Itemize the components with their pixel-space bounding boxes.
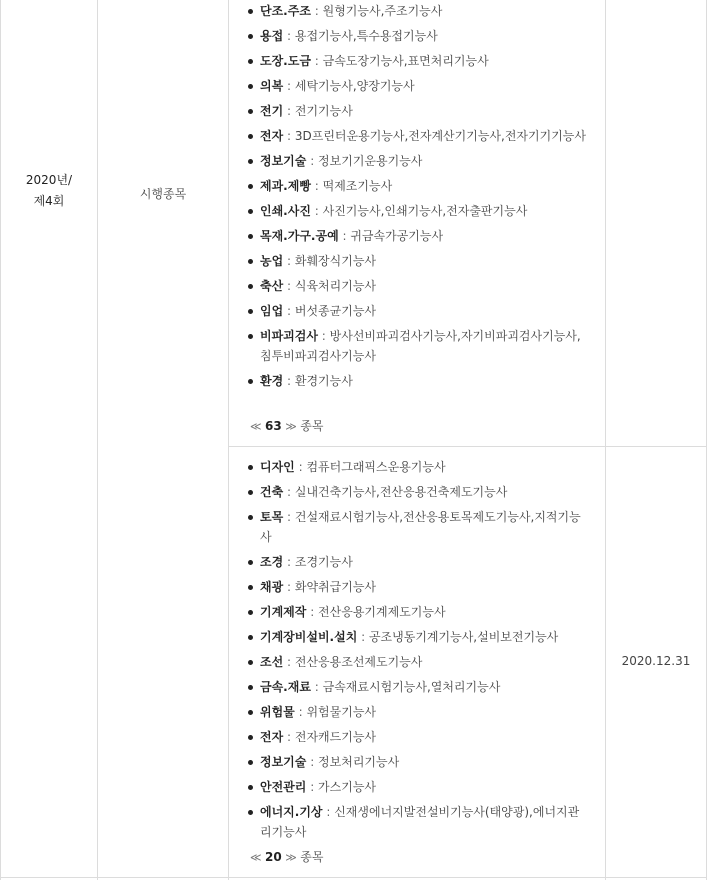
bullet-icon xyxy=(248,660,253,665)
certification-names: 조경기능사 xyxy=(294,555,353,569)
certification-names: 화약취급기능사 xyxy=(294,580,377,594)
field-category: 전자 xyxy=(260,129,284,143)
separator: : xyxy=(310,4,323,18)
exam-round-number: 제4회 xyxy=(33,194,65,208)
exam-item-list-2 xyxy=(240,457,590,847)
field-category: 디자인 xyxy=(260,460,295,474)
separator: : xyxy=(283,29,295,43)
certification-names: 3D프린터운용기능사,전자계산기기능사,전자기기기능사 xyxy=(294,129,586,143)
item-count-number: 63 xyxy=(265,419,282,433)
field-category: 채광 xyxy=(260,580,284,594)
bullet-icon xyxy=(248,159,253,164)
field-category: 비파괴검사 xyxy=(260,329,318,343)
bullet-icon xyxy=(248,785,253,790)
field-category: 안전관리 xyxy=(260,780,307,794)
field-category: 단조.주조 xyxy=(260,4,311,18)
separator: : xyxy=(283,279,295,293)
exam-round-cell xyxy=(1,170,97,212)
certification-names: 신재생에너지발전설비기능사(태양광),에너지관리기능사 xyxy=(260,805,580,839)
exam-list-item xyxy=(240,602,590,622)
separator: : xyxy=(306,154,319,168)
exam-list-item xyxy=(240,26,590,46)
separator: : xyxy=(306,605,319,619)
bullet-icon xyxy=(248,9,253,14)
bullet-icon xyxy=(248,635,253,640)
exam-list-item xyxy=(240,126,590,146)
exam-list-item xyxy=(240,276,590,296)
field-category: 위험물 xyxy=(260,705,295,719)
separator: : xyxy=(306,780,319,794)
exam-list-item xyxy=(240,151,590,171)
exam-date: 2020.12.31 xyxy=(621,654,691,668)
bullet-icon xyxy=(248,379,253,384)
column-divider xyxy=(97,0,98,880)
field-category: 임업 xyxy=(260,304,284,318)
separator: : xyxy=(322,805,335,819)
exam-list-item xyxy=(240,507,590,547)
separator: : xyxy=(310,680,323,694)
table-border-left xyxy=(0,0,1,880)
item-count-1: ≪ 63 ≫ 종목 xyxy=(250,419,324,433)
exam-list-item xyxy=(240,652,590,672)
field-category: 건축 xyxy=(260,485,284,499)
exam-list-item xyxy=(240,326,590,366)
certification-names: 금속재료시험기능사,열처리기능사 xyxy=(322,680,501,694)
certification-names: 컴퓨터그래픽스운용기능사 xyxy=(306,460,446,474)
field-category: 전기 xyxy=(260,104,284,118)
field-category: 조선 xyxy=(260,655,284,669)
certification-names: 사진기능사,인쇄기능사,전자출판기능사 xyxy=(322,204,528,218)
exam-list-item xyxy=(240,76,590,96)
bullet-icon xyxy=(248,184,253,189)
certification-names: 공조냉동기계기능사,설비보전기능사 xyxy=(368,630,559,644)
exam-list-item xyxy=(240,702,590,722)
section-label: 시행종목 xyxy=(139,187,187,201)
bullet-icon xyxy=(248,134,253,139)
bullet-icon xyxy=(248,109,253,114)
separator: : xyxy=(283,655,295,669)
field-category: 기계제작 xyxy=(260,605,307,619)
separator: : xyxy=(338,229,351,243)
field-category: 용접 xyxy=(260,29,284,43)
separator: : xyxy=(283,730,295,744)
field-category: 기계장비설비.설치 xyxy=(260,630,358,644)
certification-names: 가스기능사 xyxy=(318,780,377,794)
separator: : xyxy=(294,460,307,474)
separator: : xyxy=(283,129,295,143)
field-category: 환경 xyxy=(260,374,284,388)
certification-names: 전산응용기계제도기능사 xyxy=(318,605,446,619)
bullet-icon xyxy=(248,610,253,615)
separator: : xyxy=(310,54,323,68)
separator: : xyxy=(310,179,323,193)
certification-names: 정보처리기능사 xyxy=(318,755,400,769)
bullet-icon xyxy=(248,59,253,64)
field-category: 축산 xyxy=(260,279,284,293)
certification-names: 귀금속가공기능사 xyxy=(350,229,444,243)
exam-list-item xyxy=(240,301,590,321)
field-category: 인쇄.사진 xyxy=(260,204,311,218)
certification-names: 전산응용조선제도기능사 xyxy=(294,655,423,669)
exam-round-year: 2020년/ xyxy=(25,173,73,187)
field-category: 에너지.기상 xyxy=(260,805,323,819)
separator: : xyxy=(317,329,330,343)
field-category: 정보기술 xyxy=(260,154,307,168)
certification-names: 건설재료시험기능사,전산응용토목제도기능사,지적기능사 xyxy=(260,510,581,544)
certification-names: 방사선비파괴검사기능사,자기비파괴검사기능사,침투비파괴검사기능사 xyxy=(260,329,581,363)
row-divider xyxy=(228,446,606,447)
separator: : xyxy=(283,79,295,93)
bullet-icon xyxy=(248,760,253,765)
table-border-bottom xyxy=(0,877,707,878)
exam-list-item xyxy=(240,552,590,572)
certification-names: 세탁기능사,양장기능사 xyxy=(294,79,415,93)
separator: : xyxy=(283,510,295,524)
exam-list-item xyxy=(240,226,590,246)
row-divider xyxy=(605,446,707,447)
bullet-icon xyxy=(248,515,253,520)
bullet-icon xyxy=(248,209,253,214)
exam-list-item xyxy=(240,802,590,842)
exam-list-item xyxy=(240,371,590,391)
certification-names: 실내건축기능사,전산응용건축제도기능사 xyxy=(294,485,508,499)
exam-list-item xyxy=(240,482,590,502)
bullet-icon xyxy=(248,465,253,470)
certification-names: 위험물기능사 xyxy=(306,705,377,719)
certification-names: 식육처리기능사 xyxy=(294,279,377,293)
exam-list-item xyxy=(240,51,590,71)
bullet-icon xyxy=(248,334,253,339)
field-category: 전자 xyxy=(260,730,284,744)
bullet-icon xyxy=(248,560,253,565)
exam-list-item xyxy=(240,627,590,647)
column-divider xyxy=(605,0,606,880)
bullet-icon xyxy=(248,490,253,495)
exam-list-item xyxy=(240,1,590,21)
separator: : xyxy=(310,204,323,218)
bullet-icon xyxy=(248,585,253,590)
field-category: 제과.제빵 xyxy=(260,179,311,193)
exam-list-item xyxy=(240,457,590,477)
bullet-icon xyxy=(248,309,253,314)
certification-names: 금속도장기능사,표면처리기능사 xyxy=(322,54,489,68)
separator: : xyxy=(283,580,295,594)
certification-names: 떡제조기능사 xyxy=(322,179,393,193)
separator: : xyxy=(294,705,307,719)
bullet-icon xyxy=(248,710,253,715)
certification-names: 용접기능사,특수용접기능사 xyxy=(294,29,438,43)
exam-list-item xyxy=(240,677,590,697)
certification-names: 전자캐드기능사 xyxy=(294,730,377,744)
exam-list-item xyxy=(240,777,590,797)
field-category: 농업 xyxy=(260,254,284,268)
bullet-icon xyxy=(248,84,253,89)
bullet-icon xyxy=(248,685,253,690)
bullet-icon xyxy=(248,259,253,264)
field-category: 도장.도금 xyxy=(260,54,311,68)
item-count-number: 20 xyxy=(265,850,282,864)
exam-item-list-1 xyxy=(240,1,590,396)
field-category: 정보기술 xyxy=(260,755,307,769)
separator: : xyxy=(283,555,295,569)
exam-list-item xyxy=(240,577,590,597)
separator: : xyxy=(283,104,295,118)
separator: : xyxy=(283,304,295,318)
field-category: 의복 xyxy=(260,79,284,93)
column-divider xyxy=(228,0,229,880)
certification-names: 정보기기운용기능사 xyxy=(318,154,423,168)
certification-names: 전기기능사 xyxy=(294,104,353,118)
exam-list-item xyxy=(240,101,590,121)
certification-names: 버섯종균기능사 xyxy=(294,304,377,318)
separator: : xyxy=(306,755,319,769)
separator: : xyxy=(357,630,369,644)
separator: : xyxy=(283,254,295,268)
field-category: 토목 xyxy=(260,510,284,524)
bullet-icon xyxy=(248,735,253,740)
certification-names: 환경기능사 xyxy=(294,374,353,388)
field-category: 금속.재료 xyxy=(260,680,311,694)
bullet-icon xyxy=(248,810,253,815)
certification-names: 화훼장식기능사 xyxy=(294,254,377,268)
bullet-icon xyxy=(248,284,253,289)
separator: : xyxy=(283,374,295,388)
separator: : xyxy=(283,485,295,499)
exam-list-item xyxy=(240,201,590,221)
exam-list-item xyxy=(240,176,590,196)
exam-list-item xyxy=(240,727,590,747)
bullet-icon xyxy=(248,234,253,239)
exam-list-item xyxy=(240,251,590,271)
item-count-2: ≪ 20 ≫ 종목 xyxy=(250,850,324,864)
exam-list-item xyxy=(240,752,590,772)
field-category: 목재.가구.공예 xyxy=(260,229,339,243)
field-category: 조경 xyxy=(260,555,284,569)
bullet-icon xyxy=(248,34,253,39)
certification-names: 원형기능사,주조기능사 xyxy=(322,4,443,18)
